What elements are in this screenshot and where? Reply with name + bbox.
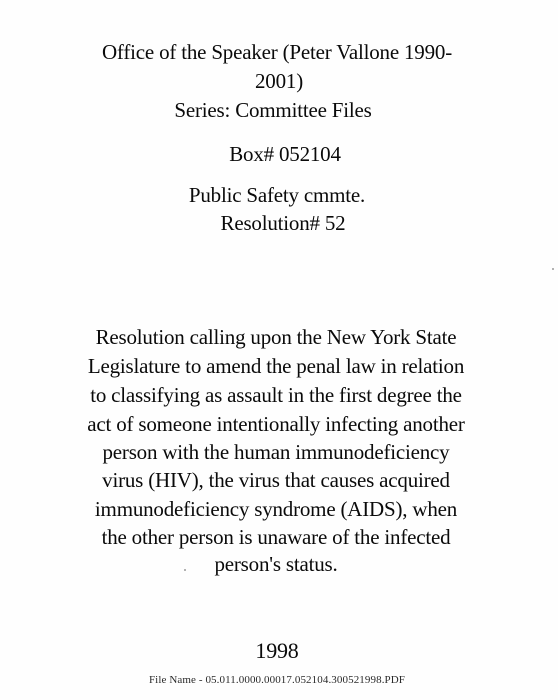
office-line-1: Office of the Speaker (Peter Vallone 1990- [101,40,453,64]
resolution-line: immunodeficiency syndrome (AIDS), when [94,497,458,521]
scan-speck [184,569,186,571]
resolution-line: the other person is unaware of the infected [101,525,451,549]
resolution-line: Legislature to amend the penal law in relation [87,354,465,378]
series-line: Series: Committee Files [174,98,372,122]
office-line-2: 2001) [255,69,303,93]
box-number: Box# 052104 [229,142,341,166]
resolution-line: virus (HIV), the virus that causes acquired [102,468,450,492]
file-name-label: File Name - 05.011.0000.00017.052104.300521998.PDF [148,674,406,686]
resolution-line: person's status. [214,552,338,576]
resolution-line: act of someone intentionally infecting another [87,412,465,436]
resolution-line: Resolution calling upon the New York State [95,325,457,349]
resolution-line: to classifying as assault in the first degree the [90,383,462,407]
resolution-number: Resolution# 52 [220,211,346,235]
document-year: 1998 [255,638,299,663]
scan-speck [552,268,554,270]
committee-name: Public Safety cmmte. [188,183,366,207]
resolution-line: person with the human immunodeficiency [102,440,450,464]
